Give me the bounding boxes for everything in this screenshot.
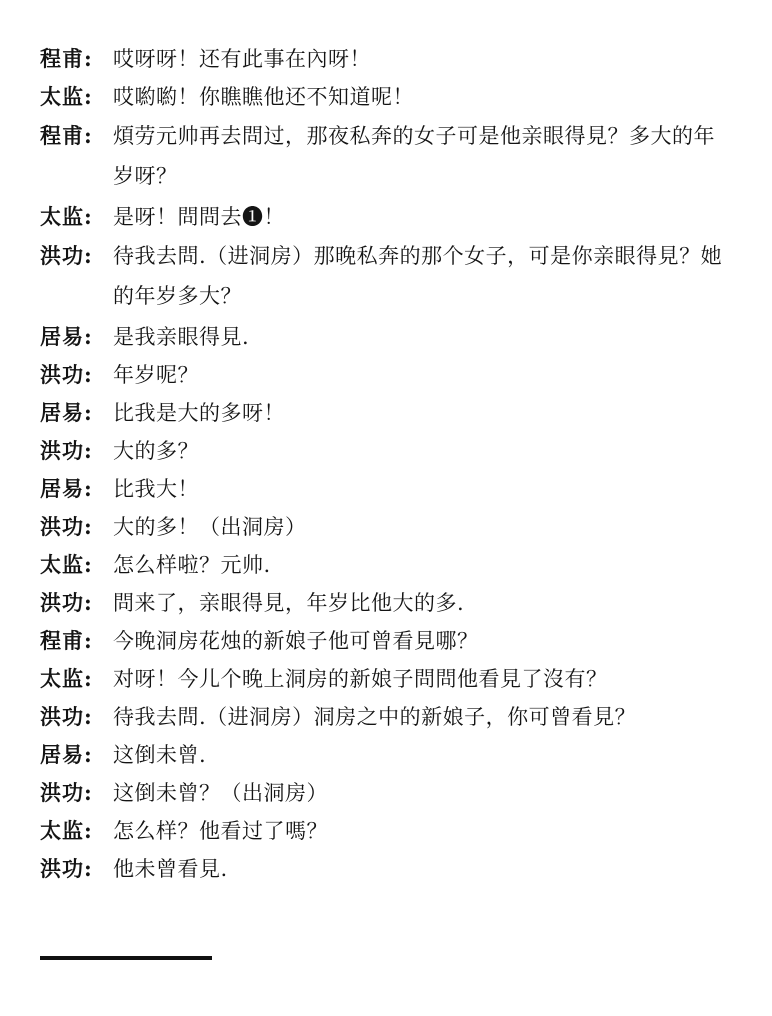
speech-text: 是我亲眼得見. xyxy=(113,325,250,349)
dialogue-line xyxy=(40,660,740,698)
speech-text: 这倒未曾？（出洞房） xyxy=(113,781,328,805)
dialogue-line xyxy=(40,736,740,774)
dialogue-line xyxy=(40,546,740,584)
speech-text: 今晚洞房花烛的新娘子他可曾看見哪？ xyxy=(113,629,479,653)
speaker-name: 程甫: xyxy=(40,46,93,71)
dialogue-line xyxy=(40,356,740,394)
speaker-name: 太监: xyxy=(40,666,93,691)
speech-text: 哎喲喲！你瞧瞧他还不知道呢！ xyxy=(113,85,414,109)
dialogue-line xyxy=(40,508,740,546)
dialogue-line xyxy=(40,40,740,78)
speech-text: 大的多！（出洞房） xyxy=(113,515,307,539)
speech-text: 問来了，亲眼得見，年岁比他大的多. xyxy=(113,591,465,615)
dialogue-line xyxy=(40,198,740,236)
dialogue-line xyxy=(40,116,740,198)
speaker-name: 居易: xyxy=(40,400,93,425)
speech-text: 哎呀呀！还有此事在內呀！ xyxy=(113,47,371,71)
speaker-name: 洪功: xyxy=(40,362,93,387)
speaker-name: 洪功: xyxy=(40,514,93,539)
dialogue-line xyxy=(40,318,740,356)
speech-text: 是呀！問問去❶！ xyxy=(113,205,285,229)
speaker-name: 洪功: xyxy=(40,704,93,729)
speech-text: 他未曾看見. xyxy=(113,857,228,881)
speaker-name: 洪功: xyxy=(40,438,93,463)
speech-text: 年岁呢？ xyxy=(113,363,199,387)
dialogue-line xyxy=(40,812,740,850)
dialogue-line xyxy=(40,622,740,660)
speech-text: 待我去問.（进洞房）那晚私奔的那个女子，可是你亲眼得見？她的年岁多大？ xyxy=(113,244,723,308)
speaker-name: 洪功: xyxy=(40,780,93,805)
dialogue-line xyxy=(40,850,740,888)
speech-text: 大的多？ xyxy=(113,439,199,463)
speech-text: 这倒未曾. xyxy=(113,743,207,767)
speaker-name: 洪功: xyxy=(40,243,93,268)
speaker-name: 洪功: xyxy=(40,590,93,615)
dialogue-line xyxy=(40,236,740,318)
speaker-name: 太监: xyxy=(40,84,93,109)
speech-text: 待我去問.（进洞房）洞房之中的新娘子，你可曾看見？ xyxy=(113,705,637,729)
speech-text: 比我大！ xyxy=(113,477,199,501)
dialogue-line xyxy=(40,470,740,508)
dialogue-line xyxy=(40,394,740,432)
speaker-name: 太监: xyxy=(40,818,93,843)
speaker-name: 程甫: xyxy=(40,123,93,148)
speaker-name: 居易: xyxy=(40,476,93,501)
dialogue-line xyxy=(40,584,740,622)
footnote-rule xyxy=(40,956,212,960)
speech-text: 怎么样啦？元帅. xyxy=(113,553,271,577)
speech-text: 怎么样？他看过了嗎？ xyxy=(113,819,328,843)
speech-text: 煩劳元帅再去問过，那夜私奔的女子可是他亲眼得見？多大的年岁呀？ xyxy=(113,124,715,188)
speaker-name: 程甫: xyxy=(40,628,93,653)
dialogue-line xyxy=(40,774,740,812)
speaker-name: 太监: xyxy=(40,204,93,229)
speaker-name: 居易: xyxy=(40,742,93,767)
speech-text: 对呀！今儿个晚上洞房的新娘子問問他看見了沒有？ xyxy=(113,667,608,691)
speech-text: 比我是大的多呀！ xyxy=(113,401,285,425)
speaker-name: 洪功: xyxy=(40,856,93,881)
dialogue-line xyxy=(40,78,740,116)
dialogue-block xyxy=(40,40,740,888)
speaker-name: 居易: xyxy=(40,324,93,349)
dialogue-line xyxy=(40,698,740,736)
dialogue-line xyxy=(40,432,740,470)
speaker-name: 太监: xyxy=(40,552,93,577)
